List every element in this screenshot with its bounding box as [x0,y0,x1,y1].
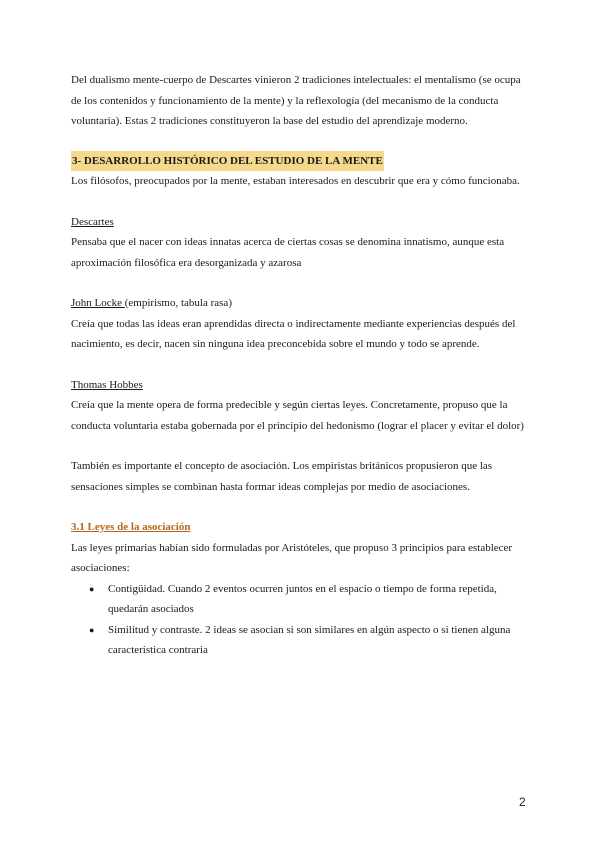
philosopher-description-descartes: Pensaba que el nacer con ideas innatas acerca de ciertas cosas se denomina innatismo, aunque esta aproximación filosófica era desorganizada y azarosa [71,236,505,269]
spacer [71,355,531,375]
philosopher-name-hobbes [71,375,531,396]
philosopher-name: Thomas Hobbes [71,378,143,391]
subsection-heading-wrapper [71,517,531,538]
philosopher-description-locke: Creía que todas las ideas eran aprendidas directa o indirectamente mediante experiencias después del nacimiento, es decir, nacen sin ninguna idea preconcebida sobre el mundo y todo se aprende. [71,317,516,350]
philosopher-note: (empirismo, tabula rasa) [124,297,232,309]
section-intro-paragraph: Los filósofos, preocupados por la mente, estaban interesados en descubrir que era y cómo funcionaba. [71,175,520,187]
list-item [71,620,531,661]
spacer [71,436,531,456]
philosopher-name: Descartes [71,215,114,228]
document-page [71,70,531,661]
list-item [71,579,531,620]
philosopher-name-locke [71,293,531,314]
list-item-text: Similitud y contraste. 2 ideas se asocian si son similares en algún aspecto o si tienen alguna característica contraria [108,623,511,656]
bullet-list [71,579,531,661]
philosopher-description-hobbes: Creía que la mente opera de forma predecible y según ciertas leyes. Concretamente, propuso que la conducta voluntaria estaba gobernada por el principio del hedonismo (lograr el placer y evitar el dolor) [71,399,524,432]
spacer [71,497,531,517]
philosopher-name: John Locke [71,297,125,309]
spacer [71,192,531,212]
subsection-intro-paragraph: Las leyes primarias habían sido formuladas por Aristóteles, que propuso 3 principios para establecer asociaciones: [71,541,513,574]
spacer [71,273,531,293]
list-item-text: Contigüidad. Cuando 2 eventos ocurren juntos en el espacio o tiempo de forma repetida, quedarán asociados [108,582,497,615]
section-heading: 3- DESARROLLO HISTÓRICO DEL ESTUDIO DE LA MENTE [71,151,384,172]
subsection-heading: 3.1 Leyes de la asociación [71,521,191,533]
philosopher-name-descartes [71,212,531,233]
association-paragraph: También es importante el concepto de asociación. Los empiristas británicos propusieron que las sensaciones simples se combinan hasta formar ideas complejas por medio de asociaciones. [71,460,493,493]
bullet-icon: ● [89,583,95,594]
spacer [71,132,531,150]
intro-paragraph: Del dualismo mente-cuerpo de Descartes vinieron 2 tradiciones intelectuales: el mentalismo (se ocupa de los contenidos y funcionamiento de la mente) y la reflexología (del mecanismo de la conducta voluntaria). Estas 2 tradiciones constituyeron la base del estudio del aprendizaje moderno. [71,74,521,127]
bullet-icon: ● [89,624,95,635]
page-number: 2 [519,795,526,809]
